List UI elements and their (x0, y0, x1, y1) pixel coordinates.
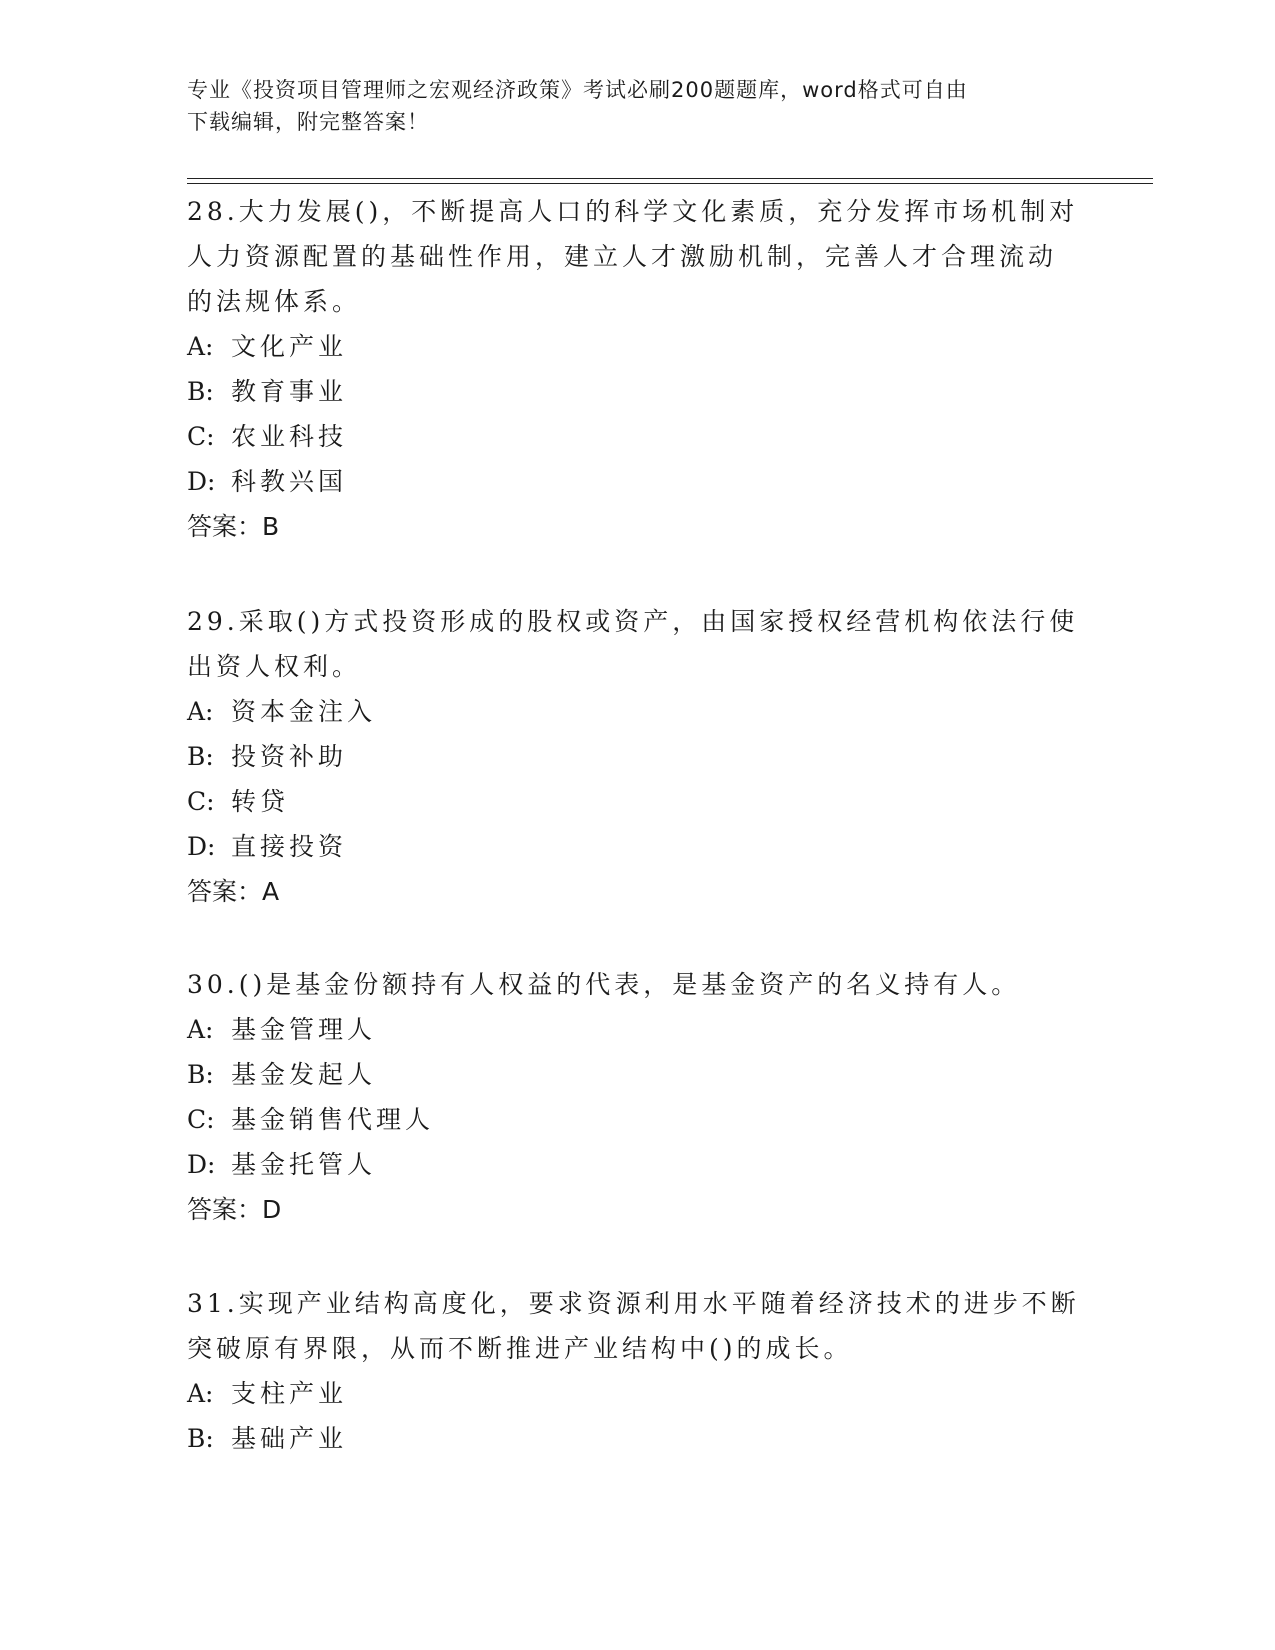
option-a (187, 689, 1087, 734)
option-a (187, 324, 1087, 369)
option-letter: A: (187, 332, 214, 361)
header-divider-top (187, 178, 1153, 179)
option-text: 基础产业 (231, 1424, 348, 1453)
option-letter: C: (187, 787, 215, 816)
question-28 (187, 189, 1087, 550)
option-letter: D: (187, 467, 216, 496)
question-30 (187, 962, 1087, 1233)
answer-line (187, 1187, 1087, 1233)
option-text: 科教兴国 (231, 467, 348, 496)
option-letter: A: (187, 1379, 214, 1408)
option-d (187, 459, 1087, 504)
answer-label: 答案： (187, 877, 263, 906)
option-letter: D: (187, 832, 216, 861)
option-text: 教育事业 (231, 377, 348, 406)
question-stem-line: 28.大力发展()，不断提高人口的科学文化素质，充分发挥市场机制对 (187, 197, 1079, 226)
option-text: 投资补助 (231, 742, 348, 771)
option-letter: B: (187, 742, 214, 771)
question-stem-line: 人力资源配置的基础性作用，建立人才激励机制，完善人才合理流动 (187, 242, 1058, 271)
answer-label: 答案： (187, 1195, 263, 1224)
option-b (187, 1416, 1087, 1461)
option-text: 支柱产业 (231, 1379, 348, 1408)
question-stem-line: 29.采取()方式投资形成的股权或资产，由国家授权经营机构依法行使 (187, 607, 1079, 636)
option-text: 资本金注入 (231, 697, 377, 726)
question-stem-line: 突破原有界限，从而不断推进产业结构中()的成长。 (187, 1334, 853, 1363)
option-c (187, 779, 1087, 824)
option-letter: B: (187, 1424, 214, 1453)
option-b (187, 734, 1087, 779)
option-b (187, 369, 1087, 414)
option-letter: B: (187, 377, 214, 406)
option-letter: C: (187, 1105, 215, 1134)
option-text: 基金发起人 (231, 1060, 377, 1089)
question-stem-line: 的法规体系。 (187, 287, 362, 316)
option-d (187, 1142, 1087, 1187)
option-letter: A: (187, 697, 214, 726)
option-letter: B: (187, 1060, 214, 1089)
question-31 (187, 1281, 1087, 1461)
option-a (187, 1371, 1087, 1416)
option-letter: A: (187, 1015, 214, 1044)
option-text: 基金销售代理人 (231, 1105, 435, 1134)
question-29 (187, 599, 1087, 915)
option-letter: D: (187, 1150, 216, 1179)
option-text: 转贷 (231, 787, 290, 816)
answer-value: A (262, 877, 280, 906)
option-b (187, 1052, 1087, 1097)
question-stem-line: 30.()是基金份额持有人权益的代表，是基金资产的名义持有人。 (187, 970, 1021, 999)
option-d (187, 824, 1087, 869)
option-text: 基金托管人 (231, 1150, 377, 1179)
option-text: 直接投资 (231, 832, 348, 861)
answer-line (187, 869, 1087, 915)
document-header (187, 74, 1087, 138)
option-text: 农业科技 (231, 422, 348, 451)
option-text: 文化产业 (231, 332, 348, 361)
answer-value: D (262, 1195, 282, 1224)
header-divider-bottom (187, 183, 1153, 184)
question-stem-line: 出资人权利。 (187, 652, 362, 681)
option-c (187, 414, 1087, 459)
option-text: 基金管理人 (231, 1015, 377, 1044)
question-stem-line: 31.实现产业结构高度化，要求资源利用水平随着经济技术的进步不断 (187, 1289, 1080, 1318)
answer-value: B (262, 512, 280, 541)
answer-label: 答案： (187, 512, 263, 541)
option-c (187, 1097, 1087, 1142)
header-line-2: 下载编辑，附完整答案！ (187, 110, 429, 134)
option-letter: C: (187, 422, 215, 451)
header-line-1: 专业《投资项目管理师之宏观经济政策》考试必刷200题题库，word格式可自由 (187, 78, 968, 102)
option-a (187, 1007, 1087, 1052)
answer-line (187, 504, 1087, 550)
